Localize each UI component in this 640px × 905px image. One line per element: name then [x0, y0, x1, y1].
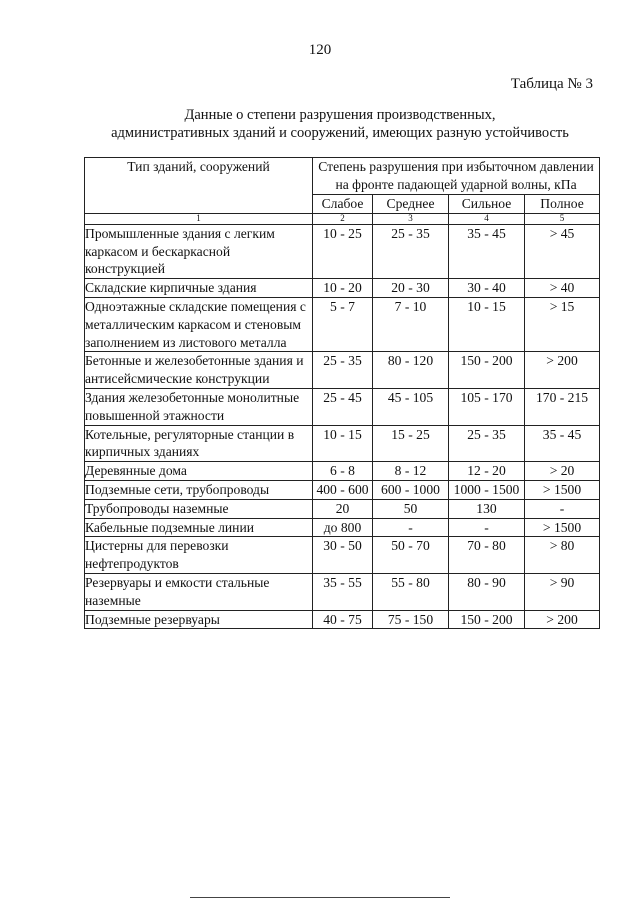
pressure-value-cell: 5 - 7: [313, 297, 373, 351]
pressure-value-cell: 80 - 120: [373, 352, 449, 389]
pressure-value-cell: > 200: [525, 352, 600, 389]
pressure-value-cell: 30 - 50: [313, 537, 373, 574]
table-row: [85, 352, 600, 389]
pressure-value-cell: 105 - 170: [449, 388, 525, 425]
table-row: [85, 462, 600, 481]
page-bottom-rule: [190, 897, 450, 898]
pressure-value-cell: 25 - 35: [373, 224, 449, 278]
building-type-cell: Котельные, регуляторные станции в кирпичных зданиях: [85, 425, 313, 462]
pressure-value-cell: 400 - 600: [313, 480, 373, 499]
table-row: [85, 224, 600, 278]
pressure-value-cell: > 20: [525, 462, 600, 481]
pressure-value-cell: 25 - 35: [313, 352, 373, 389]
pressure-value-cell: 8 - 12: [373, 462, 449, 481]
pressure-value-cell: > 15: [525, 297, 600, 351]
pressure-value-cell: > 1500: [525, 480, 600, 499]
pressure-value-cell: 130: [449, 499, 525, 518]
building-type-cell: Одноэтажные складские помещения с металлическим каркасом и стеновым заполнением из листового металла: [85, 297, 313, 351]
header-level-full: Полное: [525, 195, 600, 214]
pressure-value-cell: 75 - 150: [373, 610, 449, 629]
building-type-cell: Резервуары и емкости стальные наземные: [85, 573, 313, 610]
pressure-value-cell: 12 - 20: [449, 462, 525, 481]
table-title-line-1: Данные о степени разрушения производственных,: [184, 107, 496, 123]
building-type-cell: Подземные сети, трубопроводы: [85, 480, 313, 499]
pressure-value-cell: 80 - 90: [449, 573, 525, 610]
pressure-value-cell: 25 - 35: [449, 425, 525, 462]
column-number: 1: [85, 213, 313, 224]
pressure-value-cell: 10 - 20: [313, 279, 373, 298]
header-level-medium: Среднее: [373, 195, 449, 214]
pressure-value-cell: 50 - 70: [373, 537, 449, 574]
pressure-value-cell: -: [525, 499, 600, 518]
pressure-value-cell: > 200: [525, 610, 600, 629]
building-type-cell: Деревянные дома: [85, 462, 313, 481]
pressure-value-cell: > 40: [525, 279, 600, 298]
pressure-value-cell: 7 - 10: [373, 297, 449, 351]
pressure-value-cell: 35 - 55: [313, 573, 373, 610]
pressure-value-cell: 10 - 15: [313, 425, 373, 462]
pressure-value-cell: 15 - 25: [373, 425, 449, 462]
pressure-value-cell: 150 - 200: [449, 610, 525, 629]
pressure-value-cell: -: [373, 518, 449, 537]
pressure-value-cell: 55 - 80: [373, 573, 449, 610]
pressure-value-cell: 35 - 45: [525, 425, 600, 462]
header-level-strong: Сильное: [449, 195, 525, 214]
pressure-value-cell: 45 - 105: [373, 388, 449, 425]
table-row: [85, 425, 600, 462]
column-number: 3: [373, 213, 449, 224]
table-row: [85, 537, 600, 574]
page-number: 120: [308, 42, 332, 58]
table-row: [85, 610, 600, 629]
header-level-weak: Слабое: [313, 195, 373, 214]
building-type-cell: Здания железобетонные монолитные повышенной этажности: [85, 388, 313, 425]
header-building-type: Тип зданий, сооружений: [85, 158, 313, 214]
pressure-value-cell: 35 - 45: [449, 224, 525, 278]
building-type-cell: Подземные резервуары: [85, 610, 313, 629]
table-row: [85, 499, 600, 518]
table-body: [85, 224, 600, 629]
pressure-value-cell: 20 - 30: [373, 279, 449, 298]
building-type-cell: Промышленные здания с легким каркасом и бескаркасной конструкцией: [85, 224, 313, 278]
destruction-table: [84, 157, 600, 629]
column-number: 2: [313, 213, 373, 224]
building-type-cell: Бетонные и железобетонные здания и антисейсмические конструкции: [85, 352, 313, 389]
pressure-value-cell: 25 - 45: [313, 388, 373, 425]
column-number: 4: [449, 213, 525, 224]
pressure-value-cell: > 45: [525, 224, 600, 278]
pressure-value-cell: 50: [373, 499, 449, 518]
pressure-value-cell: 40 - 75: [313, 610, 373, 629]
pressure-value-cell: > 80: [525, 537, 600, 574]
header-destruction-degree: Степень разрушения при избыточном давлении на фронте падающей ударной волны, кПа: [313, 158, 600, 195]
table-title-line-2: административных зданий и сооружений, имеющих разную устойчивость: [111, 125, 569, 141]
table-row: [85, 518, 600, 537]
table-title: [40, 106, 640, 142]
pressure-value-cell: 170 - 215: [525, 388, 600, 425]
pressure-value-cell: 10 - 15: [449, 297, 525, 351]
pressure-value-cell: 6 - 8: [313, 462, 373, 481]
building-type-cell: Кабельные подземные линии: [85, 518, 313, 537]
table-row: [85, 388, 600, 425]
pressure-value-cell: 30 - 40: [449, 279, 525, 298]
pressure-value-cell: 1000 - 1500: [449, 480, 525, 499]
pressure-value-cell: до 800: [313, 518, 373, 537]
table-row: [85, 480, 600, 499]
pressure-value-cell: 70 - 80: [449, 537, 525, 574]
pressure-value-cell: > 90: [525, 573, 600, 610]
column-number: 5: [525, 213, 600, 224]
pressure-value-cell: > 1500: [525, 518, 600, 537]
pressure-value-cell: 600 - 1000: [373, 480, 449, 499]
building-type-cell: Трубопроводы наземные: [85, 499, 313, 518]
table-label: Таблица № 3: [510, 76, 593, 92]
table-row: [85, 573, 600, 610]
pressure-value-cell: -: [449, 518, 525, 537]
building-type-cell: Складские кирпичные здания: [85, 279, 313, 298]
table-row: [85, 297, 600, 351]
pressure-value-cell: 150 - 200: [449, 352, 525, 389]
table-row: [85, 279, 600, 298]
pressure-value-cell: 10 - 25: [313, 224, 373, 278]
pressure-value-cell: 20: [313, 499, 373, 518]
building-type-cell: Цистерны для перевозки нефтепродуктов: [85, 537, 313, 574]
